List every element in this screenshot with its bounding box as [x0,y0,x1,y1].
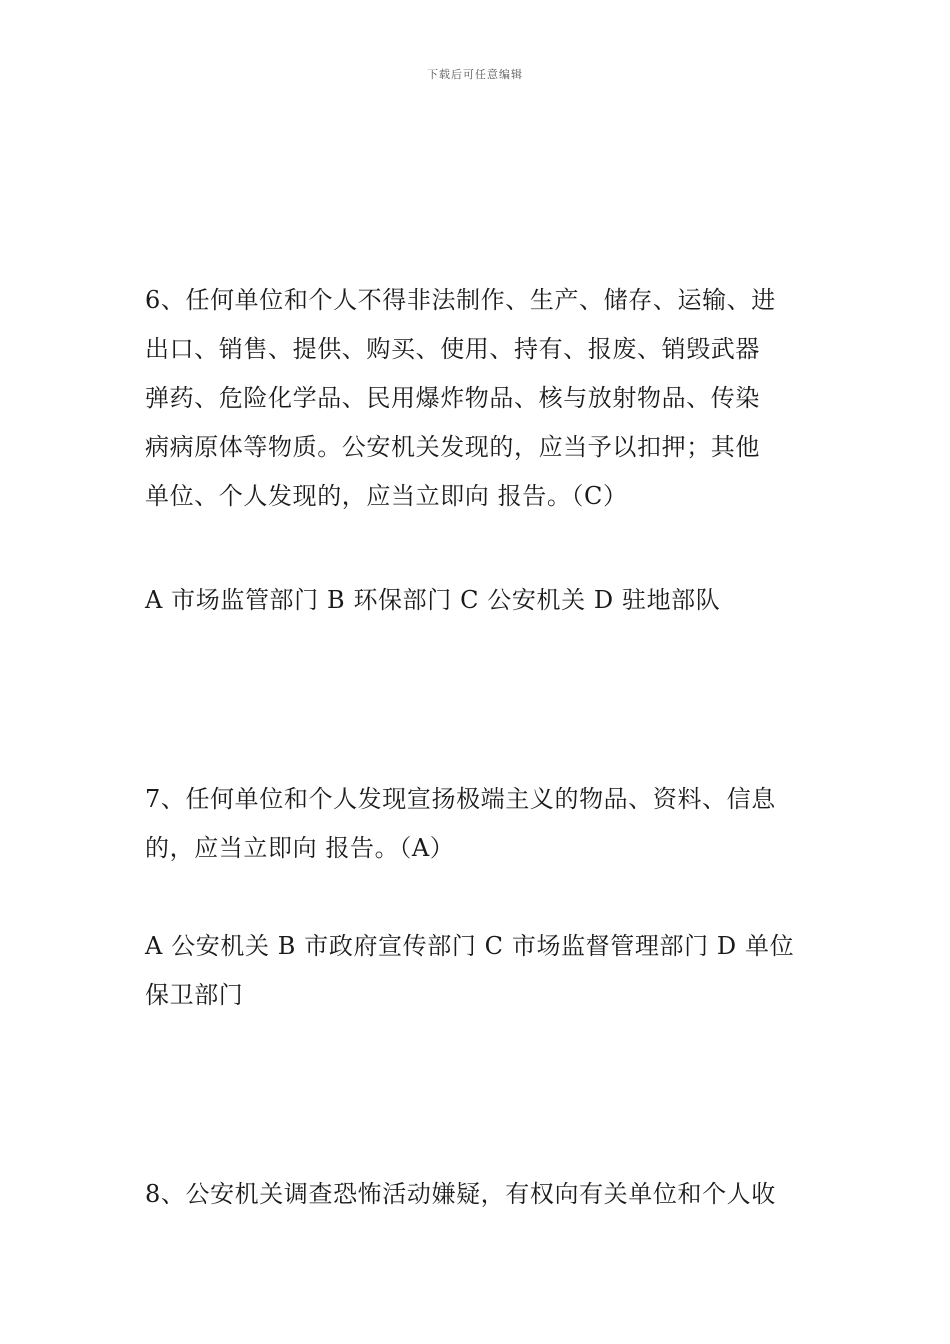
question-6-line-1: 6、任何单位和个人不得非法制作、生产、储存、运输、进 [145,286,776,314]
question-6-options-line-1: A 市场监管部门 B 环保部门 C 公安机关 D 驻地部队 [145,586,721,614]
question-6-options [145,576,810,625]
question-6-line-4: 病病原体等物质。公安机关发现的，应当予以扣押；其他 [145,433,760,461]
question-7-options-line-2: 保卫部门 [145,981,244,1009]
question-8-line-1: 8、公安机关调查恐怖活动嫌疑，有权向有关单位和个人收 [145,1180,776,1208]
question-6-line-5: 单位、个人发现的，应当立即向 报告。（C） [145,482,628,510]
question-6-line-3: 弹药、危险化学品、民用爆炸物品、核与放射物品、传染 [145,384,760,412]
question-7 [145,775,810,873]
question-7-options-line-1: A 公安机关 B 市政府宣传部门 C 市场监督管理部门 D 单位 [145,932,795,960]
question-6-line-2: 出口、销售、提供、购买、使用、持有、报废、销毁武器 [145,335,760,363]
question-7-line-2: 的，应当立即向 报告。（A） [145,834,455,862]
question-6 [145,276,810,521]
question-8 [145,1170,810,1219]
header-note: 下载后可任意编辑 [427,68,523,81]
question-7-line-1: 7、任何单位和个人发现宣扬极端主义的物品、资料、信息 [145,785,776,813]
question-7-options [145,922,810,1020]
